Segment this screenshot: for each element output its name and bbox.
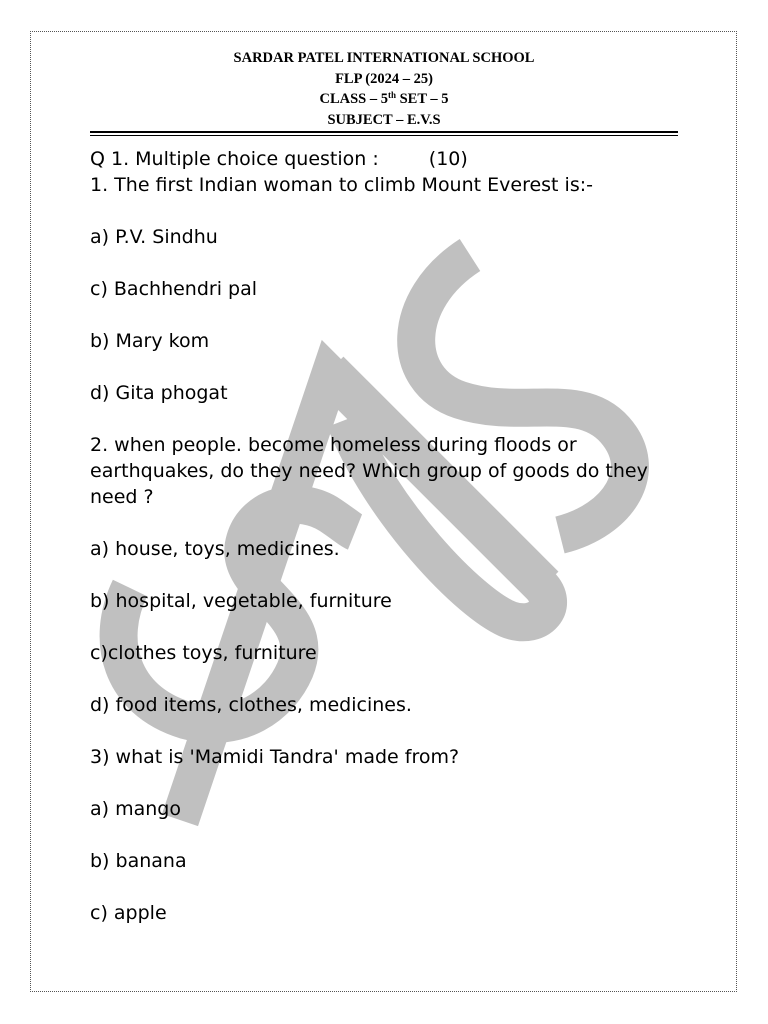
q3-option: c) apple	[90, 902, 167, 924]
q1-option: d) Gita phogat	[90, 382, 228, 404]
q1-option: a) P.V. Sindhu	[90, 226, 218, 248]
question-3: 3) what is 'Mamidi Tandra' made from?	[90, 746, 460, 768]
header-rule-thick	[90, 131, 678, 133]
question-2: 2. when people. become homeless during floods or earthquakes, do they need? Which group of goods do they need ?	[90, 434, 648, 508]
q2-option: d) food items, clothes, medicines.	[90, 694, 412, 716]
flp-label: FLP (2024 – 25)	[335, 70, 433, 87]
q2-option: a) house, toys, medicines.	[90, 538, 340, 560]
document-header	[90, 48, 678, 130]
subject-label: SUBJECT – E.V.S	[327, 111, 441, 128]
header-rule-thin	[90, 135, 678, 136]
q1-option: c) Bachhendri pal	[90, 278, 258, 300]
class-set-label: CLASS – 5th SET – 5	[319, 90, 449, 107]
question-1: 1. The first Indian woman to climb Mount Everest is:-	[90, 174, 593, 196]
school-name: SARDAR PATEL INTERNATIONAL SCHOOL	[233, 50, 535, 66]
q1-option: b) Mary kom	[90, 330, 210, 352]
q2-option: c)clothes toys, furniture	[90, 642, 317, 664]
section-marks: (10)	[428, 148, 468, 170]
q3-option: a) mango	[90, 798, 181, 820]
q3-option: b) banana	[90, 850, 187, 872]
section-heading: Q 1. Multiple choice question : (10)	[90, 148, 468, 170]
question-content	[90, 146, 690, 926]
q2-option: b) hospital, vegetable, furniture	[90, 590, 392, 612]
